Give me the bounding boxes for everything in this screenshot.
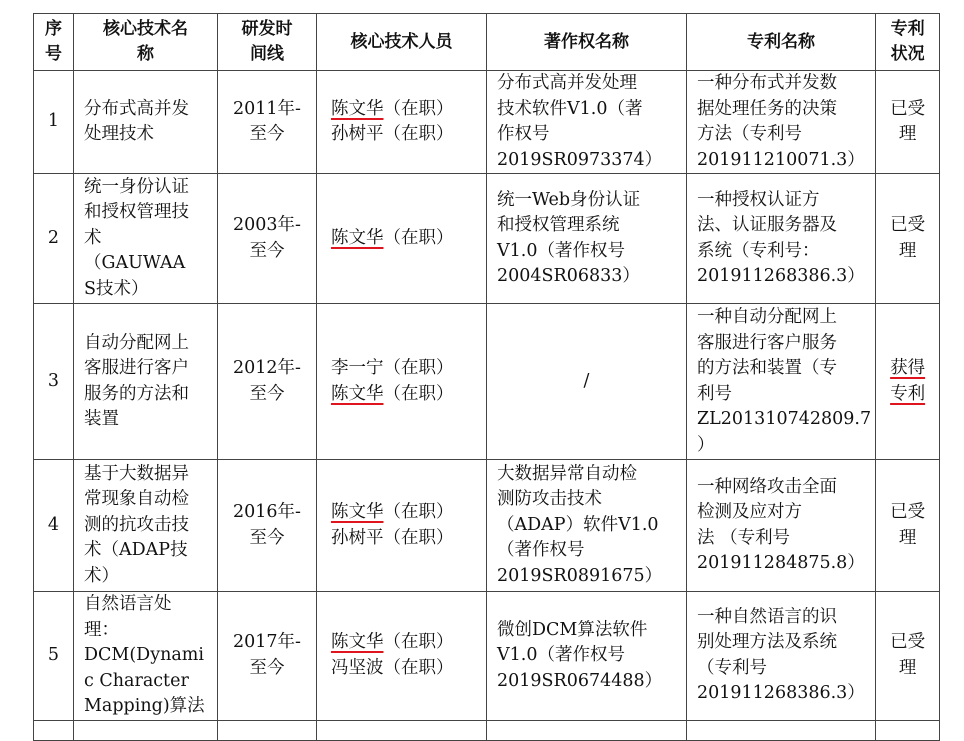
cell-line: 一种授权认证方 xyxy=(697,189,820,210)
personnel xyxy=(317,174,487,304)
table-row xyxy=(34,460,940,592)
header-timeline xyxy=(218,14,317,71)
cell-line: 分布式高并发 xyxy=(84,98,189,119)
person-name: 李一宁 xyxy=(331,358,384,378)
cell-line: （著作权号 xyxy=(497,540,585,561)
empty-cell xyxy=(687,720,876,740)
cell-line: 间线 xyxy=(250,44,284,64)
cell-line: 一种网络攻击全面 xyxy=(697,476,837,497)
timeline xyxy=(218,71,317,174)
person xyxy=(331,122,482,148)
cell-line: 处理技术 xyxy=(84,124,154,144)
cell-line: 基于大数据异 xyxy=(84,463,189,484)
cell-line: （ADAP）软件V1.0 xyxy=(497,514,659,535)
copyright-name xyxy=(487,174,687,304)
cell-line: 研发时 xyxy=(241,19,293,39)
person-name: 陈文华 xyxy=(331,502,384,522)
timeline xyxy=(218,304,317,460)
cell-line: 装置 xyxy=(84,409,119,429)
cell-line: 和授权管理技 xyxy=(84,202,189,223)
patent-status xyxy=(876,174,940,304)
cell-line: 一种分布式并发数 xyxy=(697,73,837,93)
empty-cell xyxy=(487,720,687,740)
cell-line: 2004SR06833） xyxy=(497,266,640,286)
header-patent-status xyxy=(876,14,940,71)
person-status: （在职） xyxy=(383,527,454,548)
cell-line: 作权号 xyxy=(497,124,550,144)
cell-line: 术 xyxy=(84,227,102,248)
cell-line: 2011年- xyxy=(233,98,301,119)
cell-line: 2016年- xyxy=(233,502,301,522)
cell-line: 已受 xyxy=(890,98,926,119)
patent-name xyxy=(687,174,876,304)
person-name: 陈文华 xyxy=(331,227,384,248)
person xyxy=(331,97,482,123)
row-number: 4 xyxy=(34,460,74,592)
cell-line: DCM(Dynami xyxy=(84,645,204,665)
header-copyright xyxy=(487,14,687,71)
cell-line: 已受 xyxy=(890,215,926,235)
cell-line: 测的抗攻击技 xyxy=(84,514,189,535)
cell-line: 至今 xyxy=(249,383,285,404)
empty-cell xyxy=(34,720,74,740)
empty-cell xyxy=(74,720,218,740)
patent-name xyxy=(687,304,876,460)
person-status: （在职） xyxy=(383,98,454,119)
person-status: （在职） xyxy=(383,383,454,404)
person xyxy=(331,656,482,682)
cell-line: 201911210071.3） xyxy=(697,149,865,170)
cell-line: 至今 xyxy=(249,657,285,678)
tech-name xyxy=(74,71,218,174)
cell-line: 核心技术人员 xyxy=(350,31,453,52)
cell-line: 2019SR0891675） xyxy=(497,565,663,586)
cell-line: 专利名称 xyxy=(747,31,816,52)
copyright-name xyxy=(487,71,687,174)
person-status: （在职） xyxy=(383,124,454,144)
patent-status xyxy=(876,592,940,721)
copyright-name xyxy=(487,304,687,460)
cell-line: 已受 xyxy=(890,632,926,653)
cell-line: 大数据异常自动检 xyxy=(497,463,637,484)
row-number: 1 xyxy=(34,71,74,174)
cell-line: 客服进行客户 xyxy=(84,358,189,378)
tech-name xyxy=(74,304,218,460)
cell-line: 统一身份认证 xyxy=(84,176,189,197)
header-patent xyxy=(687,14,876,71)
empty-cell xyxy=(317,720,487,740)
cell-line: ） xyxy=(697,434,715,455)
patent-status xyxy=(876,304,940,460)
timeline xyxy=(218,592,317,721)
tech-name xyxy=(74,592,218,721)
cell-line: 的方法和装置（专 xyxy=(697,358,837,378)
tech-name xyxy=(74,174,218,304)
patent-name xyxy=(687,460,876,592)
cell-line: 理 xyxy=(898,240,917,261)
cell-line: 状况 xyxy=(890,44,925,64)
cell-line: 2012年- xyxy=(233,358,301,378)
cell-line: 至今 xyxy=(249,124,285,144)
header-tech-name xyxy=(74,14,218,71)
person-name: 孙树平 xyxy=(331,527,384,548)
cell-line: 服务的方法和 xyxy=(84,383,189,404)
cell-line: 著作权名称 xyxy=(544,31,629,52)
cell-line: 测防攻击技术 xyxy=(497,489,602,510)
cell-line: 检测及应对方 xyxy=(697,502,802,522)
copyright-name xyxy=(487,592,687,721)
cell-line: ZL201310742809.7 xyxy=(697,409,872,429)
cell-line: 自动分配网上 xyxy=(84,332,189,353)
personnel xyxy=(317,304,487,460)
cell-line: 理 xyxy=(898,527,917,548)
cell-line: 常现象自动检 xyxy=(84,489,189,510)
table-row xyxy=(34,304,940,460)
cell-line: 利号 xyxy=(697,383,732,404)
person-status: （在职） xyxy=(383,632,454,653)
header-personnel xyxy=(317,14,487,71)
cell-line: 系统（专利号： xyxy=(697,240,820,261)
cell-line: 号 xyxy=(45,44,62,64)
table-row xyxy=(34,174,940,304)
cell-line: 2019SR0674488） xyxy=(497,670,663,691)
cell-line: 术） xyxy=(84,565,119,586)
cell-line: 至今 xyxy=(249,527,285,548)
table-row xyxy=(34,592,940,721)
cell-line: 别处理方法及系统 xyxy=(697,632,837,653)
cell-line: 理 xyxy=(898,657,917,678)
cell-line: 和授权管理系统 xyxy=(497,215,620,235)
cell-line: 一种自然语言的识 xyxy=(697,606,837,627)
person xyxy=(331,500,482,526)
patent-name xyxy=(687,71,876,174)
cell-line: 2003年- xyxy=(233,215,301,235)
cell-line: （专利号 xyxy=(697,657,767,678)
person-status: （在职） xyxy=(383,358,454,378)
cell-line: 201911284875.8） xyxy=(697,553,865,573)
cell-line: 统一Web身份认证 xyxy=(497,189,641,210)
person-name: 陈文华 xyxy=(331,98,384,119)
cell-line: 201911268386.3） xyxy=(697,266,865,286)
patent-status xyxy=(876,460,940,592)
person-name: 陈文华 xyxy=(331,632,384,653)
person xyxy=(331,526,482,552)
cell-line: （GAUWAA xyxy=(84,253,186,274)
person xyxy=(331,382,482,408)
cell-line: c Character xyxy=(84,670,189,691)
cell-line: 术（ADAP技 xyxy=(84,540,188,561)
cell-line: 一种自动分配网上 xyxy=(697,307,837,327)
row-number: 5 xyxy=(34,592,74,721)
cell-line: 分布式高并发处理 xyxy=(497,73,637,93)
cell-line: 理 xyxy=(898,124,917,144)
person xyxy=(331,630,482,656)
header-no xyxy=(34,14,74,71)
cell-line: 据处理任务的决策 xyxy=(697,98,837,119)
cell-line: 法 （专利号 xyxy=(697,527,791,548)
cell-line: 至今 xyxy=(249,240,285,261)
core-technology-table xyxy=(33,13,940,741)
person-name: 陈文华 xyxy=(331,383,384,404)
cell-line: 已受 xyxy=(890,502,926,522)
personnel xyxy=(317,460,487,592)
cell-line: 201911268386.3） xyxy=(697,683,865,704)
table-row xyxy=(34,71,940,174)
timeline xyxy=(218,174,317,304)
person-name: 冯坚波 xyxy=(331,657,384,678)
person xyxy=(331,356,482,382)
cell-line: 序 xyxy=(45,19,62,39)
person-status: （在职） xyxy=(383,227,454,248)
cell-line: 方法（专利号 xyxy=(697,124,802,144)
cell-line: V1.0（著作权号 xyxy=(497,645,625,665)
person xyxy=(331,226,482,252)
cell-line: Mapping)算法 xyxy=(84,696,205,716)
cell-line: 微创DCM算法软件 xyxy=(497,619,648,640)
cell-line: 称 xyxy=(137,44,154,64)
person-name: 孙树平 xyxy=(331,124,384,144)
cell-line: 获得 xyxy=(890,358,926,378)
timeline xyxy=(218,460,317,592)
patent-status xyxy=(876,71,940,174)
cell-line: S技术） xyxy=(84,278,149,299)
cell-line: 专利 xyxy=(890,383,926,404)
cell-line: 技术软件V1.0（著 xyxy=(497,98,643,119)
copyright-name xyxy=(487,460,687,592)
empty-cell xyxy=(218,720,317,740)
cell-line: 理： xyxy=(84,619,119,640)
cell-line: 核心技术名 xyxy=(103,19,188,39)
personnel xyxy=(317,71,487,174)
cell-line: 法、认证服务器及 xyxy=(697,215,837,235)
cell-line: / xyxy=(583,370,590,391)
patent-name xyxy=(687,592,876,721)
row-number: 3 xyxy=(34,304,74,460)
cell-line: V1.0（著作权号 xyxy=(497,240,625,261)
cell-line: 自然语言处 xyxy=(84,594,172,614)
personnel xyxy=(317,592,487,721)
tech-name xyxy=(74,460,218,592)
cell-line: 专利 xyxy=(890,19,925,39)
row-number: 2 xyxy=(34,174,74,304)
person-status: （在职） xyxy=(383,657,454,678)
empty-cell xyxy=(876,720,940,740)
cell-line: 2019SR0973374） xyxy=(497,149,663,170)
cell-line: 客服进行客户服务 xyxy=(697,332,837,353)
person-status: （在职） xyxy=(383,502,454,522)
cell-line: 2017年- xyxy=(233,632,301,653)
header-row xyxy=(34,14,940,71)
table-row-partial xyxy=(34,720,940,740)
